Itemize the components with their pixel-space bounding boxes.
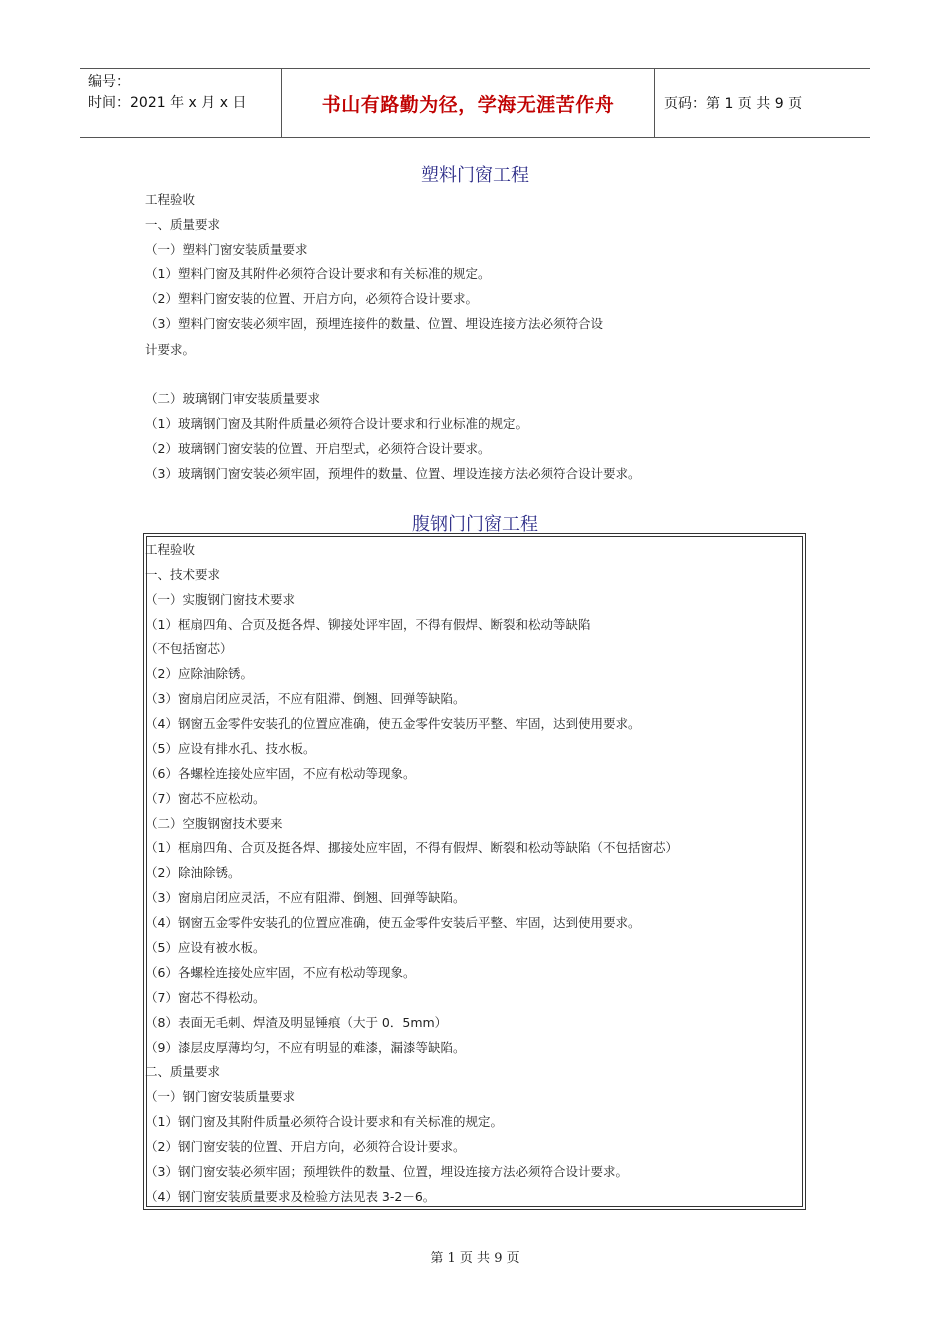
page-footer: 第 1 页 共 9 页 [430,1251,520,1266]
section2-line: （2）钢门窗安装的位置、开启方向，必须符合设计要求。 [145,1139,466,1154]
section1-line: （2）塑料门窗安装的位置、开启方向，必须符合设计要求。 [145,291,478,306]
section2-frame [143,533,806,1210]
header-table [80,68,870,138]
section2-line: （3）窗扇启闭应灵活，不应有阻滞、倒翘、回弹等缺陷。 [145,890,466,905]
section2-line: （1）框扇四角、合页及挺各焊、铆接处评牢固，不得有假焊、断裂和松动等缺陷 [145,617,591,632]
section2-title: 腹钢门门窗工程 [412,514,538,535]
section2-line: （4）钢窗五金零件安装孔的位置应准确，使五金零件安装后平整、牢固，达到使用要求。 [145,915,641,930]
section2-line: （不包括窗芯） [145,641,233,656]
section2-line: （6）各螺栓连接处应牢固，不应有松动等现象。 [145,766,416,781]
section1-line: （3）塑料门窗安装必须牢固，预埋连接件的数量、位置、埋设连接方法必须符合设 [145,316,603,331]
section1-title: 塑料门窗工程 [421,165,529,186]
section2-line: （5）应设有被水板。 [145,940,266,955]
section1-line: 一、质量要求 [145,217,221,232]
section2-line: （9）漆层皮厚薄均匀，不应有明显的难漆，漏漆等缺陷。 [145,1040,466,1055]
section2-line: （1）框扇四角、合页及挺各焊、挪接处应牢固，不得有假焊、断裂和松动等缺陷（不包括窗芯） [145,840,678,855]
section2-line: （8）表面无毛刺、焊渣及明显锤痕（大于 0．5mm） [145,1015,448,1030]
section2-line: （二）空腹钢窗技术要来 [145,816,283,831]
section2-line: （7）窗芯不应松动。 [145,791,266,806]
section2-line: （5）应设有排水孔、技水板。 [145,741,316,756]
section1-line: （3）玻璃钢门窗安装必须牢固，预埋件的数量、位置、埋设连接方法必须符合设计要求。 [145,466,641,481]
section2-line: （2）应除油除锈。 [145,666,253,681]
section2-line: 二、质量要求 [145,1064,221,1079]
section1-line: （2）玻璃钢门窗安装的位置、开启型式，必须符合设计要求。 [145,441,491,456]
code-label: 编号： [88,74,130,90]
section2-line: （3）钢门窗安装必须牢固；预埋铁件的数量、位置，埋设连接方法必须符合设计要求。 [145,1164,628,1179]
section2-line: 工程验收 [145,542,196,557]
section1-line: 工程验收 [145,192,196,207]
section2-line: （4）钢窗五金零件安装孔的位置应准确，使五金零件安装历平整、牢固，达到使用要求。 [145,716,641,731]
section2-line: （1）钢门窗及其附件质量必须符合设计要求和有关标准的规定。 [145,1114,503,1129]
section2-line: （一）实腹钢门窗技术要求 [145,592,296,607]
time-label: 时间：2021 年 x 月 x 日 [88,95,247,111]
section1-line: 计要求。 [145,342,196,357]
section2-line: （4）钢门窗安装质量要求及检验方法见表 3-2－6。 [145,1189,436,1204]
section2-line: （3）窗扇启闭应灵活，不应有阻滞、倒翘、回弹等缺陷。 [145,691,466,706]
section1-line: （1）塑料门窗及其附件必须符合设计要求和有关标准的规定。 [145,266,491,281]
section1-line: （1）玻璃钢门窗及其附件质量必须符合设计要求和行业标准的规定。 [145,416,528,431]
section2-line: 一、技术要求 [145,567,221,582]
section1-line: （二）玻璃钢门审安装质量要求 [145,391,321,406]
header-motto: 书山有路勤为径，学海无涯苦作舟 [281,69,655,137]
header-page-info: 页码：第 1 页 共 9 页 [664,96,803,112]
header-meta [80,69,281,137]
section1-line: （一）塑料门窗安装质量要求 [145,242,308,257]
section2-line: （6）各螺栓连接处应牢固，不应有松动等现象。 [145,965,416,980]
section2-frame-inner [146,536,803,1207]
section2-line: （2）除油除锈。 [145,865,241,880]
section2-line: （一）钢门窗安装质量要求 [145,1089,296,1104]
section2-line: （7）窗芯不得松动。 [145,990,266,1005]
